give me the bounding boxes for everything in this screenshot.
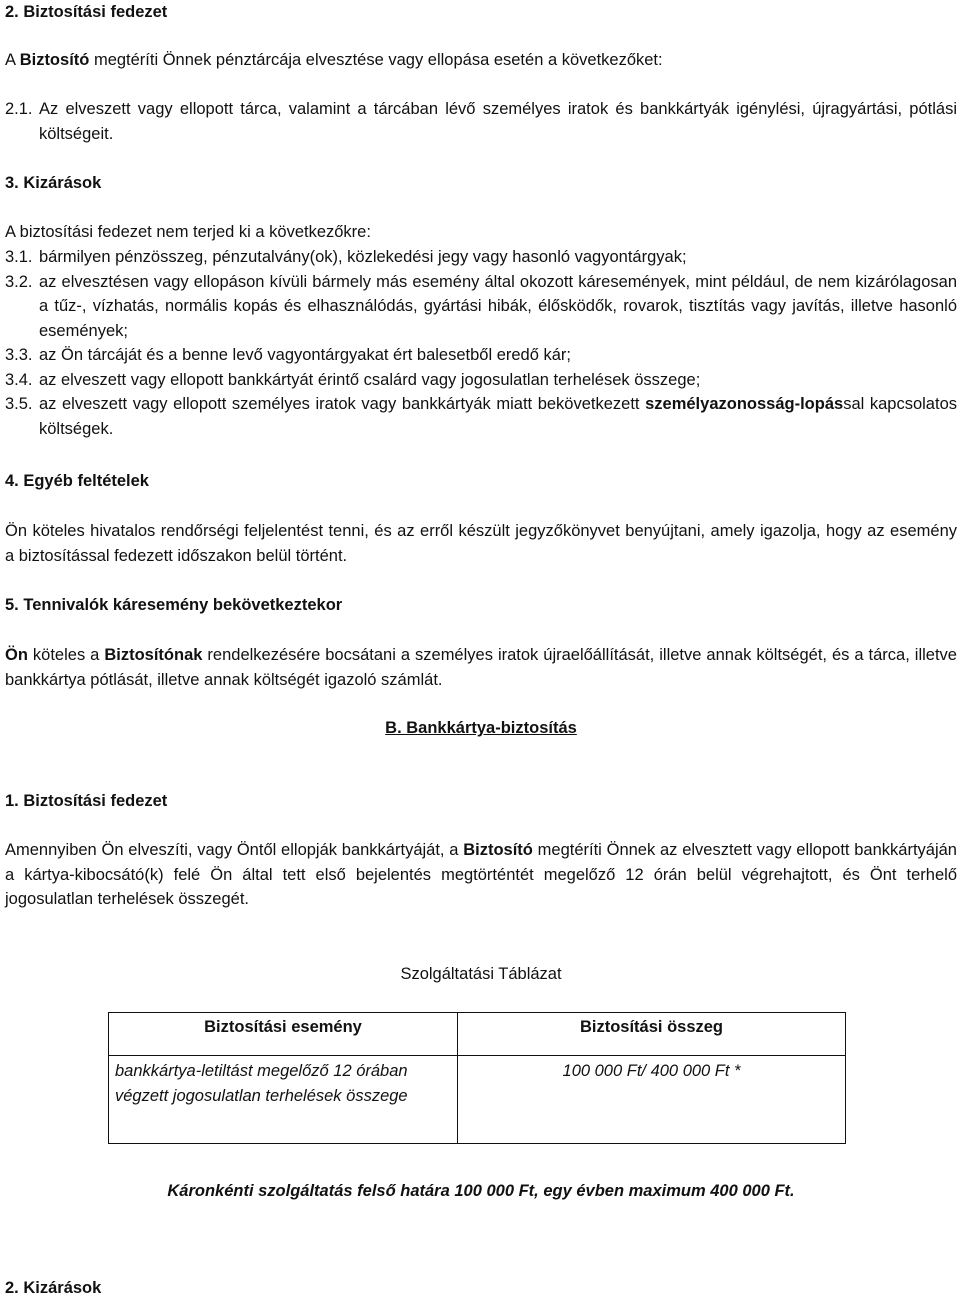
exclusion-list — [5, 245, 957, 441]
section-2-title: 2. Biztosítási fedezet — [5, 3, 168, 21]
section-4-text: Ön köteles hivatalos rendőrségi feljelentést tenni, és az erről készült jegyzőkönyvet benyújtani, amely igazolja, hogy az esemény a biztosítással fedezett időszakon belül történt. — [5, 522, 957, 565]
list-item: 3.1. bármilyen pénzösszeg, pénzutalvány(ok), közlekedési jegy vagy hasonló vagyontárgyak; — [5, 248, 687, 266]
table-header-cell: Biztosítási összeg — [458, 1013, 846, 1056]
part-b-section-1-title: 1. Biztosítási fedezet — [5, 792, 168, 810]
section-5-title: 5. Tennivalók káresemény bekövetkeztekor — [5, 596, 343, 614]
table-header-row — [109, 1013, 846, 1056]
part-b-title: B. Bankkártya-biztosítás — [385, 719, 577, 737]
table-footnote: Káronkénti szolgáltatás felső határa 100 000 Ft, egy évben maximum 400 000 Ft. — [167, 1182, 795, 1200]
service-table — [108, 1012, 846, 1144]
table-cell: 100 000 Ft/ 400 000 Ft * — [458, 1056, 846, 1144]
table-cell: bankkártya-letiltást megelőző 12 órában végzett jogosulatlan terhelések összege — [109, 1056, 458, 1144]
table-caption: Szolgáltatási Táblázat — [400, 965, 562, 983]
section-2-intro: A Biztosító megtéríti Önnek pénztárcája elvesztése vagy ellopása esetén a következőket: — [5, 51, 663, 69]
list-item: 3.5. az elveszett vagy ellopott személyes iratok vagy bankkártyák miatt bekövetkezett személyazonosság-lopással kapcsolatos költségek. — [5, 395, 957, 438]
list-item: 3.2. az elvesztésen vagy ellopáson kívüli bármely más esemény által okozott káresemények, mint például, de nem kizárólagosan a tűz-, vízhatás, normális kopás és elhasználódás, gyártási hibák, élősködők, rovarok, tisztítás vagy javítás, illetve hasonló események; — [5, 272, 957, 340]
list-item: 3.3. az Ön tárcáját és a benne levő vagyontárgyakat ért balesetből eredő kár; — [5, 346, 571, 364]
section-3-title: 3. Kizárások — [5, 174, 102, 192]
list-item: 3.4. az elveszett vagy ellopott bankkártyát érintő csalárd vagy jogosulatlan terhelések összege; — [5, 370, 701, 389]
part-b-section-1-text: Amennyiben Ön elveszíti, vagy Öntől ellopják bankkártyáját, a Biztosító megtéríti Önnek az elvesztett vagy ellopott bankkártyáján a kártya-kibocsátó(k) felé Ön által tett első bejelentés megtörténtét megelőző 12 órán belül végrehajtott, és Önt terhelő jogosulatlan terhelések összegét. — [5, 841, 957, 908]
section-3-intro: A biztosítási fedezet nem terjed ki a következőkre: — [5, 223, 371, 241]
table-row — [109, 1056, 846, 1144]
part-b-section-2-title: 2. Kizárások — [5, 1279, 102, 1297]
list-item-2-1: 2.1. Az elveszett vagy ellopott tárca, valamint a tárcában lévő személyes iratok és bankkártyák igénylési, újragyártási, pótlási költségeit. — [5, 100, 957, 143]
table-header-cell: Biztosítási esemény — [109, 1013, 458, 1056]
section-5-text: Ön köteles a Biztosítónak rendelkezésére bocsátani a személyes iratok újraelőállítását, illetve annak költségét, és a tárca, illetve bankkártya pótlását, illetve annak költségét igazoló számlát. — [5, 646, 957, 689]
section-4-title: 4. Egyéb feltételek — [5, 472, 149, 490]
